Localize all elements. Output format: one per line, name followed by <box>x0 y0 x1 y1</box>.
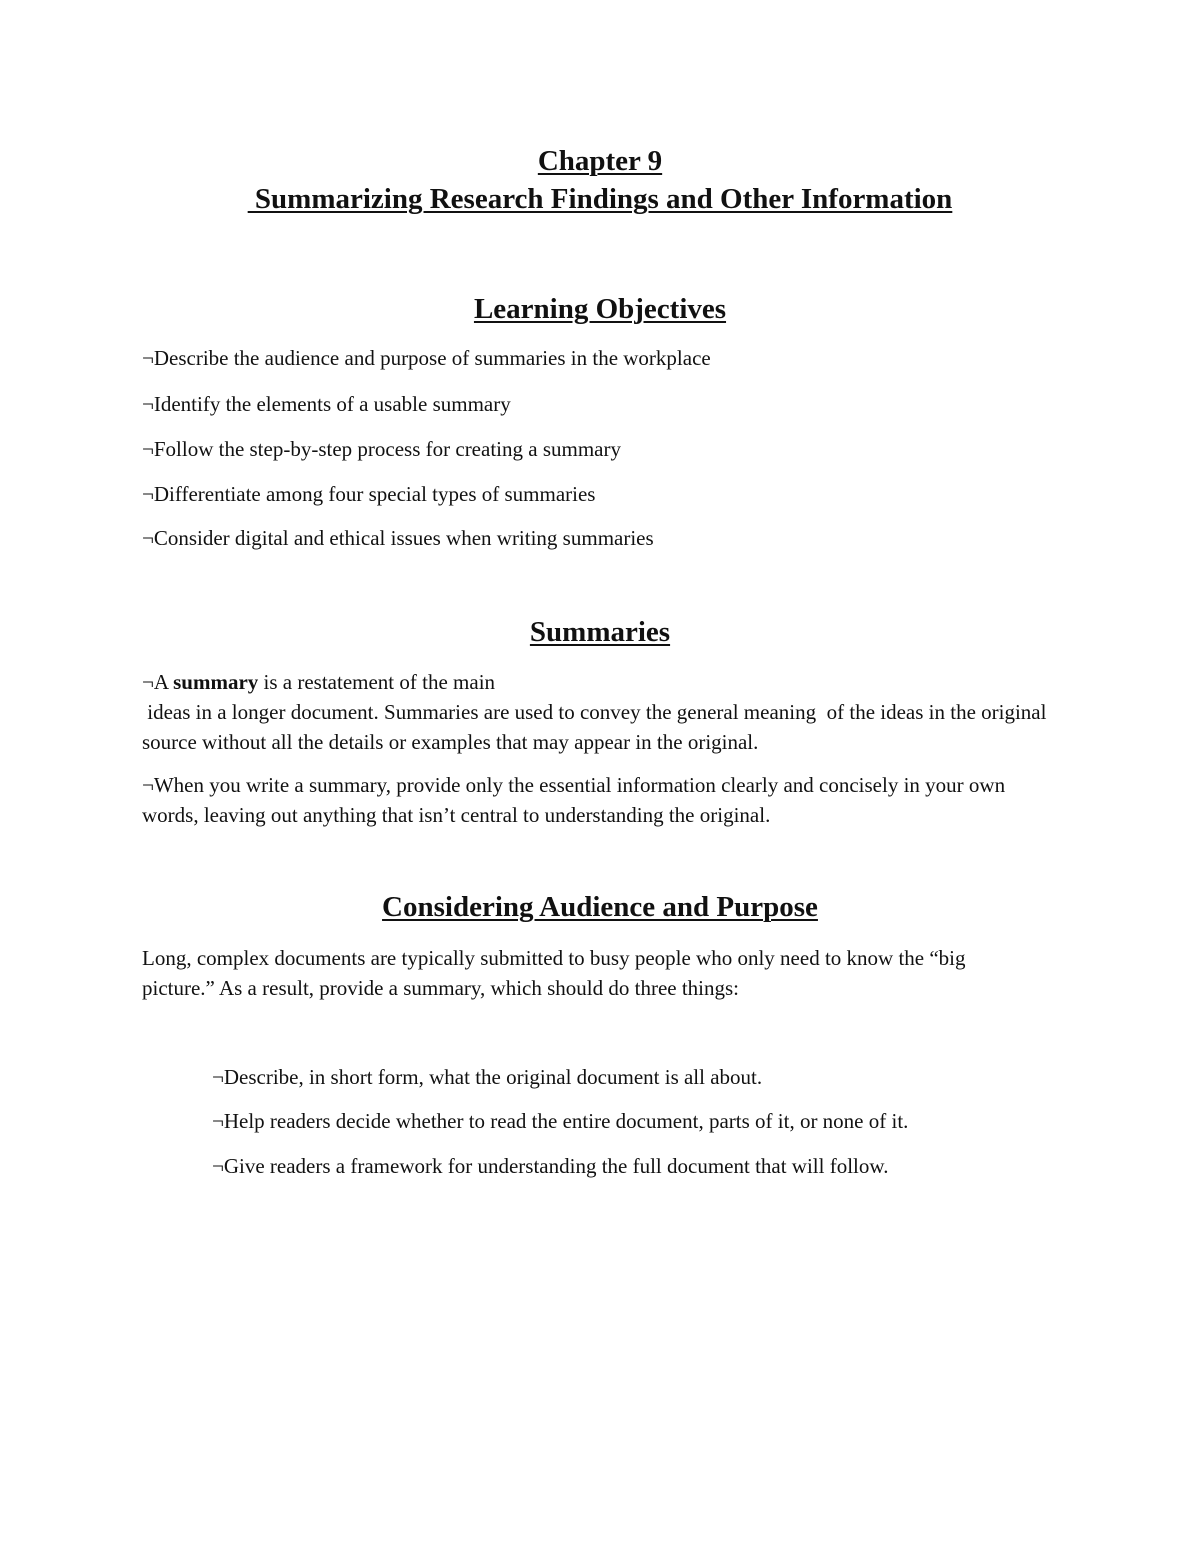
audience-purpose-heading: Considering Audience and Purpose <box>382 891 818 923</box>
objective-item: ¬Consider digital and ethical issues when writing summaries <box>142 526 654 550</box>
summary-definition-rest: is a restatement of the main <box>258 670 496 694</box>
objective-item: ¬Identify the elements of a usable summary <box>142 392 511 416</box>
audience-intro-paragraph: Long, complex documents are typically submitted to busy people who only need to know the “big picture.” As a result, provide a summary, which should do three things: <box>142 946 966 1000</box>
objective-item: ¬Follow the step-by-step process for creating a summary <box>142 437 621 461</box>
chapter-title: Chapter 9 <box>537 145 663 177</box>
summaries-heading: Summaries <box>529 616 671 648</box>
summary-term: summary <box>173 670 259 694</box>
summary-guidance-paragraph: ¬When you write a summary, provide only the essential information clearly and concisely in your own words, leaving out anything that isn’t central to understanding the original. <box>142 773 1006 827</box>
objective-item: ¬Differentiate among four special types of summaries <box>142 482 596 506</box>
summary-definition-line <box>142 667 495 697</box>
summary-function-item: ¬Describe, in short form, what the original document is all about. <box>212 1065 763 1089</box>
learning-objectives-heading: Learning Objectives <box>473 293 727 325</box>
summary-function-item: ¬Give readers a framework for understanding the full document that will follow. <box>212 1154 889 1178</box>
summary-definition-paragraph: ideas in a longer document. Summaries are used to convey the general meaning of the ideas in the original source without all the details or examples that may appear in the original. <box>142 700 1052 754</box>
objective-item: ¬Describe the audience and purpose of summaries in the workplace <box>142 346 711 370</box>
summary-definition-prefix: ¬A <box>142 670 174 694</box>
chapter-subtitle: Summarizing Research Findings and Other Information <box>247 183 953 215</box>
summary-function-item: ¬Help readers decide whether to read the entire document, parts of it, or none of it. <box>212 1109 909 1133</box>
